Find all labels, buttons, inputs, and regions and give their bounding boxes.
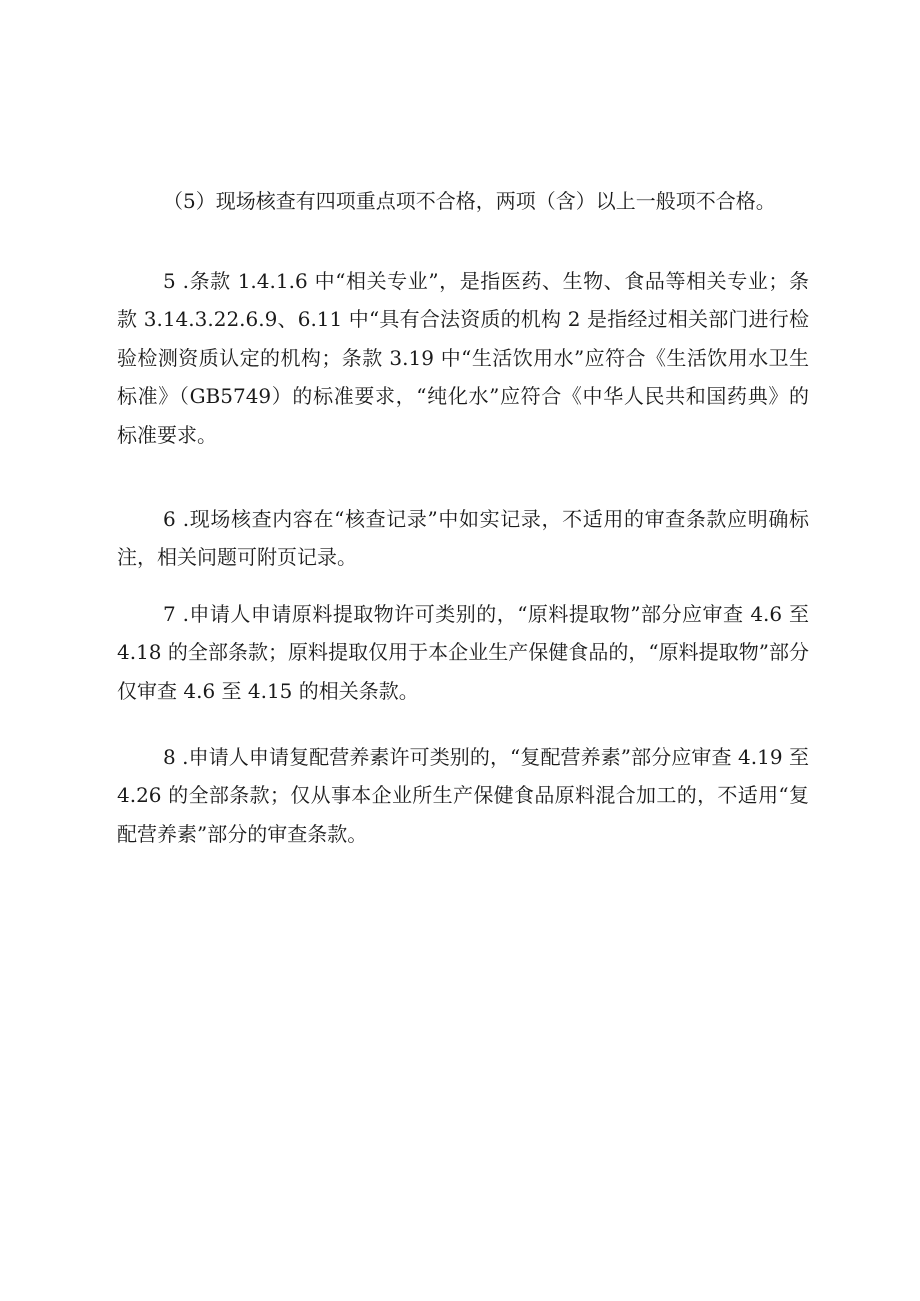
- paragraph-item-5-condition: （5）现场核查有四项重点项不合格，两项（含）以上一般项不合格。: [163, 189, 776, 213]
- paragraph-note-6: 6 .现场核查内容在“核查记录”中如实记录，不适用的审查条款应明确标注，相关问题可附页记录。: [117, 507, 809, 570]
- paragraph-note-7: 7 .申请人申请原料提取物许可类别的，“原料提取物”部分应审查 4.6 至 4.18 的全部条款；原料提取仅用于本企业生产保健食品的，“原料提取物”部分仅审查 4.6 至 4.15 的相关条款。: [117, 602, 809, 703]
- paragraph-note-8: 8 .申请人申请复配营养素许可类别的，“复配营养素”部分应审查 4.19 至 4.26 的全部条款；仅从事本企业所生产保健食品原料混合加工的，不适用“复配营养素”部分的审查条款。: [117, 745, 809, 846]
- paragraph-note-5: 5 .条款 1.4.1.6 中“相关专业”，是指医药、生物、食品等相关专业；条款 3.14.3.22.6.9、6.11 中“具有合法资质的机构 2 是指经过相关部门进行检验检测资质认定的机构；条款 3.19 中“生活饮用水”应符合《生活饮用水卫生标准》（GB5749）的标准要求，“纯化水”应符合《中华人民共和国药典》的标准要求。: [117, 269, 809, 447]
